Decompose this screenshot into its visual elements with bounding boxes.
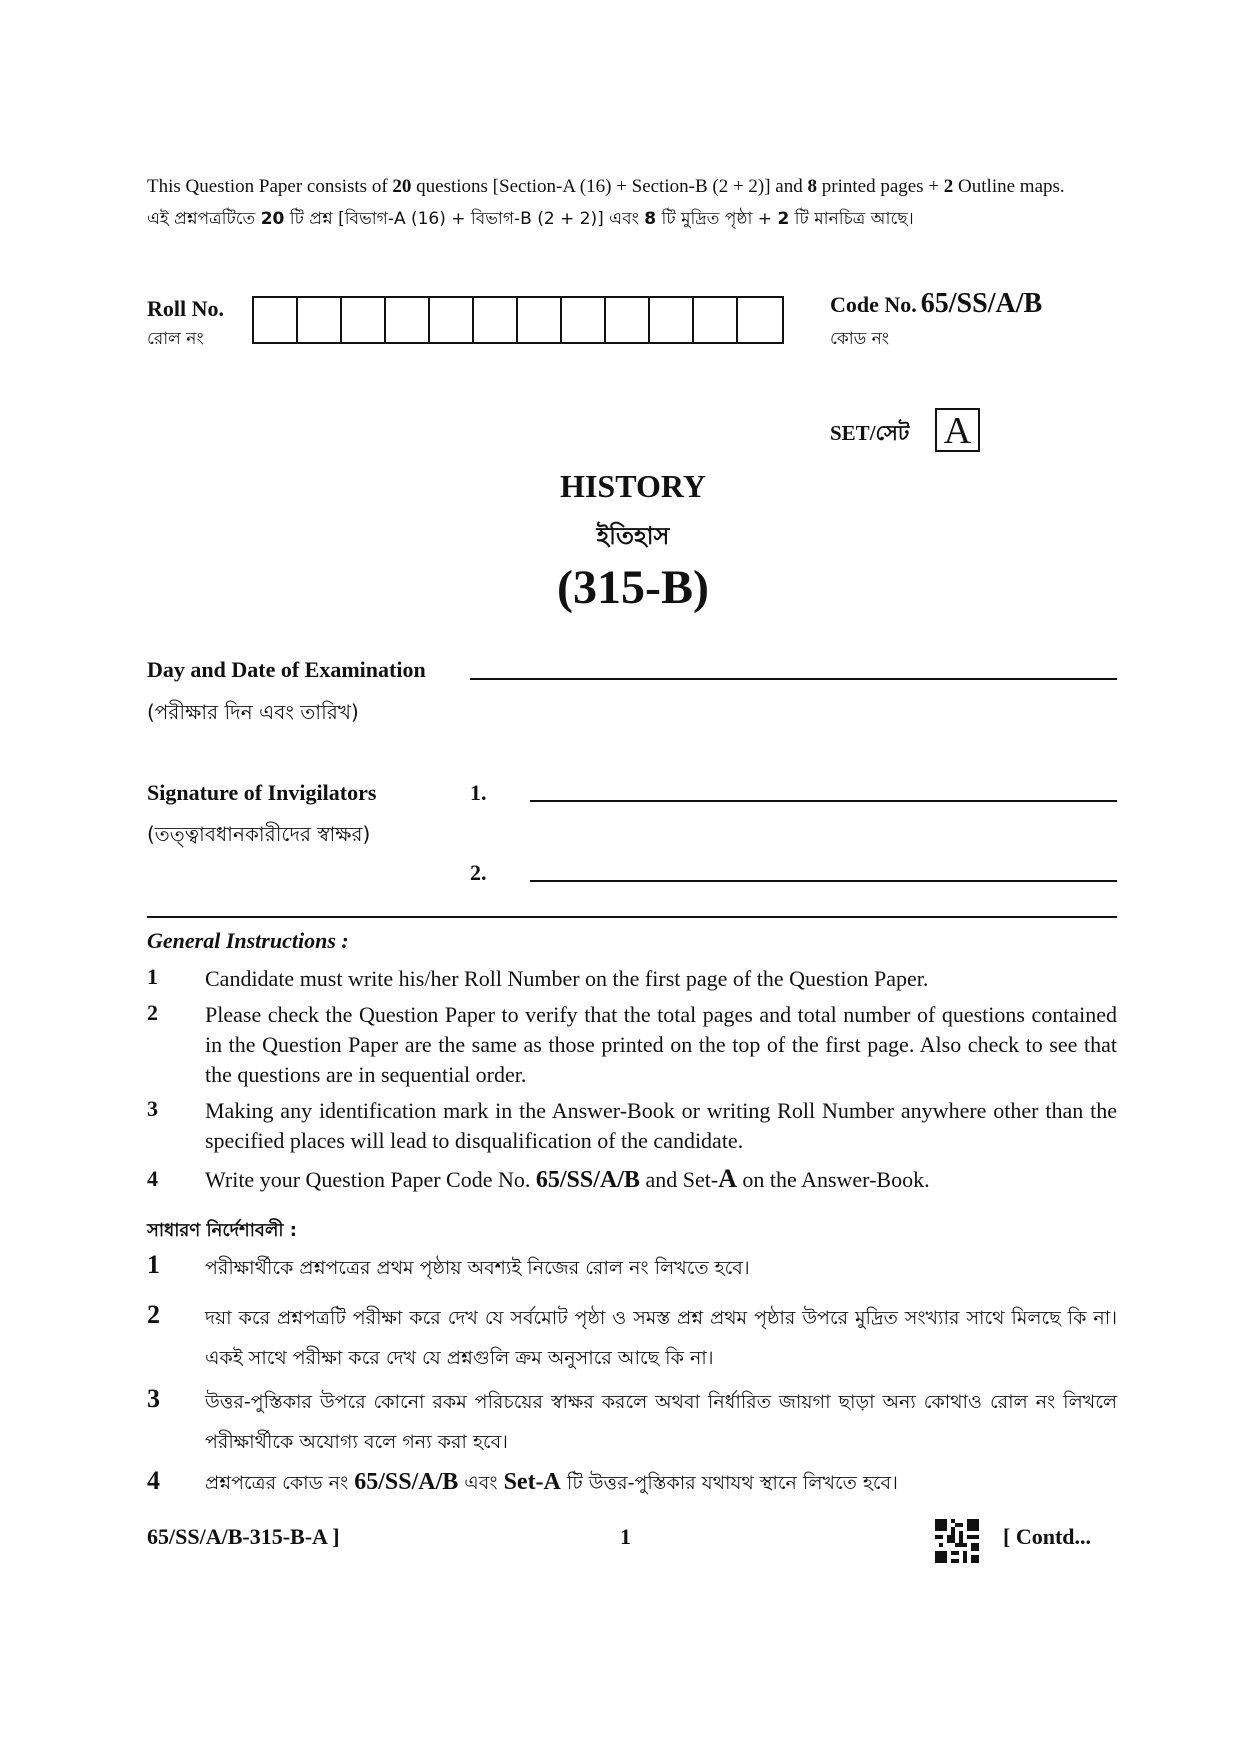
- roll-box[interactable]: [738, 298, 782, 342]
- instruction-num: 1: [147, 1250, 160, 1279]
- qr-code-icon: [935, 1519, 979, 1563]
- instruction-text: প্রশ্নপত্রের কোড নং 65/SS/A/B এবং Set-A টি উত্তর-পুস্তিকার যথাযথ স্থানে লিখতে হবে।: [205, 1469, 898, 1495]
- instructions-heading-bn: সাধারণ নির্দেশাবলী :: [147, 1220, 297, 1241]
- instructions-heading-en: General Instructions :: [147, 928, 349, 953]
- instruction-text: Candidate must write his/her Roll Number on the first page of the Question Paper.: [205, 966, 929, 991]
- roll-box[interactable]: [518, 298, 562, 342]
- instruction-num: 2: [147, 1300, 160, 1329]
- instruction-num: 4: [147, 1166, 158, 1191]
- roll-box[interactable]: [606, 298, 650, 342]
- roll-box[interactable]: [254, 298, 298, 342]
- instruction-text: পরীক্ষার্থীকে প্রশ্নপত্রের প্রথম পৃষ্ঠায় অবশ্যই নিজের রোল নং লিখতে হবে।: [205, 1257, 750, 1279]
- footer-code: 65/SS/A/B-315-B-A ]: [147, 1524, 340, 1549]
- instruction-text: দয়া করে প্রশ্নপত্রটি পরীক্ষা করে দেখ যে সর্বমোট পৃষ্ঠা ও সমস্ত প্রশ্ন প্রথম পৃষ্ঠার উপরে মুদ্রিত সংখ্যার সাথে মিলছে কি না। একই সাথে পরীক্ষা করে দেখ যে প্রশ্নগুলি ক্রম অনুসারে আছে কি না।: [205, 1307, 1117, 1369]
- continued-label: [ Contd...: [1003, 1524, 1092, 1549]
- subject-title-en: HISTORY: [560, 468, 706, 504]
- instruction-num: 3: [147, 1096, 158, 1121]
- invigilator-line-1[interactable]: [530, 800, 1117, 802]
- code-label-en: Code No.: [830, 292, 917, 317]
- code-label-bn: কোড নং: [830, 329, 890, 349]
- instruction-text: Please check the Question Paper to verify that the total pages and total number of questions contained in the Question Paper are the same as those printed on the top of the first page. Also check to see that the questions are in sequential order.: [205, 1002, 1117, 1087]
- exam-date-line[interactable]: [470, 678, 1117, 680]
- instruction-text: উত্তর-পুস্তিকার উপরে কোনো রকম পরিচয়ের স্বাক্ষর করলে অথবা নির্ধারিত জায়গা ছাড়া অন্য কোথাও রোল নং লিখলে পরীক্ষার্থীকে অযোগ্য বলে গন্য করা হবে।: [205, 1391, 1117, 1453]
- roll-box[interactable]: [386, 298, 430, 342]
- roll-box[interactable]: [562, 298, 606, 342]
- instruction-text: Write your Question Paper Code No. 65/SS/A/B and Set-A on the Answer-Book.: [205, 1164, 930, 1193]
- invigilators-label-bn: (তত্ত্বাবধানকারীদের স্বাক্ষর): [147, 822, 371, 846]
- exam-date-label-en: Day and Date of Examination: [147, 657, 426, 682]
- subject-code: (315-B): [557, 561, 709, 614]
- invigilator-num-2: 2.: [470, 860, 487, 885]
- roll-box[interactable]: [474, 298, 518, 342]
- roll-box[interactable]: [650, 298, 694, 342]
- set-label: SET/সেট: [830, 421, 910, 445]
- section-divider: [147, 916, 1117, 918]
- instruction-num: 2: [147, 1000, 158, 1025]
- instruction-text: Making any identification mark in the Answer-Book or writing Roll Number anywhere other than the specified places will lead to disqualification of the candidate.: [205, 1098, 1117, 1153]
- code-number: [830, 288, 1042, 320]
- page-number: 1: [620, 1524, 631, 1549]
- exam-date-label-bn: (পরীক্ষার দিন এবং তারিখ): [147, 700, 359, 724]
- instruction-num: 3: [147, 1384, 160, 1413]
- invigilator-line-2[interactable]: [530, 880, 1117, 882]
- header-en-line: This Question Paper consists of 20 questions [Section-A (16) + Section-B (2 + 2)] and 8 printed pages + 2 Outline maps.: [147, 176, 1065, 197]
- roll-box[interactable]: [298, 298, 342, 342]
- code-value: 65/SS/A/B: [920, 288, 1043, 319]
- invigilator-num-1: 1.: [470, 780, 487, 805]
- subject-title-bn: ইতিহাস: [596, 522, 670, 550]
- invigilators-label-en: Signature of Invigilators: [147, 780, 377, 805]
- header-bn-line: এই প্রশ্নপত্রটিতে 20 টি প্রশ্ন [বিভাগ-A (16) + বিভাগ-B (2 + 2)] এবং 8 টি মুদ্রিত পৃষ্ঠা + 2 টি মানচিত্র আছে।: [147, 209, 914, 229]
- instruction-num: 1: [147, 964, 158, 989]
- roll-label-en: Roll No.: [147, 296, 224, 321]
- roll-box[interactable]: [694, 298, 738, 342]
- roll-box[interactable]: [430, 298, 474, 342]
- roll-box[interactable]: [342, 298, 386, 342]
- instruction-num: 4: [147, 1466, 160, 1495]
- set-box: A: [935, 408, 980, 452]
- roll-label-bn: রোল নং: [147, 329, 204, 349]
- roll-number-boxes[interactable]: [252, 296, 784, 344]
